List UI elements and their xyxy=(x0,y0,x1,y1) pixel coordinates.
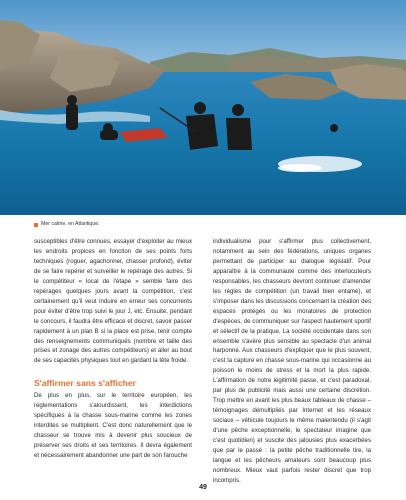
right-text-column xyxy=(213,237,371,486)
left-text-column xyxy=(34,237,192,461)
caption-bullet-icon xyxy=(34,223,38,227)
left-paragraph-2: De plus en plus, sur le territoire européen, les réglementations s'alourdissent, les interdictions spécifiques à la chasse sous-marine comme les zones interdites se multiplient. C'est donc naturellement que le chasseur se trouve mis à devenir plus soucieux de préserver ses droits et ses territoires. Il devra également et nécessairement abandonner une part de son farouche xyxy=(34,392,192,460)
spearfishers-at-sea-illustration xyxy=(0,0,406,215)
caption-text: Mer calme, en Atlantique. xyxy=(41,221,100,227)
left-paragraph-1: susceptibles d'être connues, essayer d'exploiter au mieux les endroits propices en fonction de ses points forts techniques (roguer, agachonner, chasser profond), éviter de se faire repérer et surveiller le repérage des autres. Si le compétiteur « local de l'étape » semble faire des repérages quelques jours avant la compétition, c'est certainement qu'il veut induire en erreur ses concurrents pour éviter d'être trop suivi le jour J, etc. Ensuite, pendant le concours, il faudra être efficace et discret, savoir passer rapidement à un plan B si la place est prise, tenir compte des renseignements communiqués (nombre et taille des prises et zonage des autres compétiteurs) et aller au bout de ses capacités physiques tout en gardant la tête froide. xyxy=(34,238,192,365)
page-number: 49 xyxy=(199,484,207,491)
section-subheading: S'affirmer sans s'afficher xyxy=(34,378,137,389)
right-paragraph-1: individualisme pour s'affirmer plus collectivement, notamment au sein des fédérations, uniques organes permettant de participer au dialogue législatif. Pour apparaître à la communauté comme des interlocuteurs responsables, les chasseurs devront continuer d'amender les règles de compétition (un travail bien entamé), et s'imposer dans les discussions concernant la création des espaces protégés ou les moratoires de protection d'espèces, de communiquer sur l'aspect hautement sportif et sélectif de la pratique. La société occidentale dans son ensemble s'avère plus sensible au spectacle d'un animal harponné. Aux chasseurs d'expliquer que le plus souvent, c'est la capture en chasse sous-marine qui occasionne au poisson le moins de stress et la mort la plus rapide. L'affirmation de notre légitimité passe, et c'est paradoxal, par plus de publicité mais aussi une certaine discrétion. Trop mettre en avant les plus beaux tableaux de chasse – témoignages démultipliés par Internet et les réseaux sociaux – véhicule toujours le même malentendu (il s'agit d'une pêche exceptionnelle, le spectateur imagine que c'est quotidien) et suscite des jalousies plus exacerbées que par le passé : la petite pêche traditionnelle tire, la langue et les pêcheurs amateurs sont beaucoup plus nombreux. Mieux vaut parfois rester discret que trop incompris. xyxy=(213,238,371,484)
cover-photo xyxy=(0,0,406,215)
photo-caption xyxy=(34,221,234,228)
